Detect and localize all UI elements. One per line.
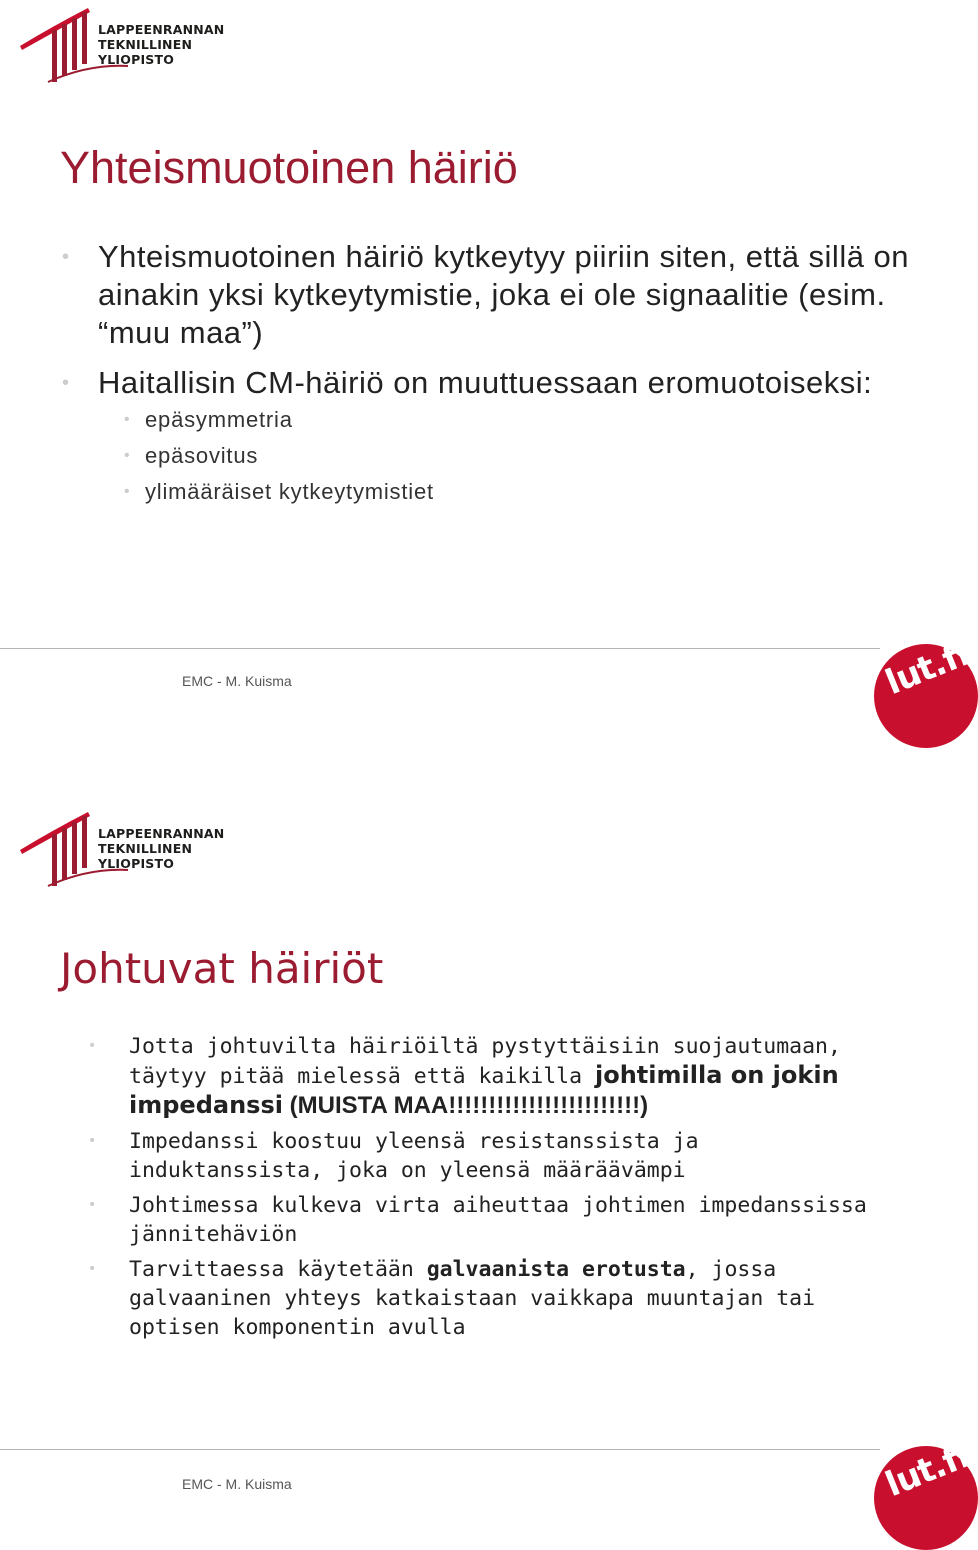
logo-line-2: TEKNILLINEN YLIOPISTO	[98, 37, 193, 67]
footer-text: EMC - M. Kuisma	[182, 1476, 292, 1492]
sub-bullet-item: • ylimääräiset kytkeytymistiet	[62, 474, 942, 510]
logo-line-1: LAPPEENRANNAN	[98, 826, 225, 841]
bullet-text: Haitallisin CM-häiriö on muuttuessaan eromuotoiseksi:	[98, 365, 873, 400]
bullet-text: Jotta johtuvilta häiriöiltä pystyttäisiin suojautumaan, täytyy pitää mielessä että kaikilla	[129, 1034, 841, 1089]
lutfi-badge-text: lut.fi	[880, 1435, 975, 1506]
slide-1	[0, 0, 975, 720]
university-logo	[18, 808, 258, 888]
lutfi-badge	[872, 633, 975, 714]
logo-line-1: LAPPEENRANNAN	[98, 22, 225, 37]
bullet-text: , jossa galvaaninen yhteys katkaistaan vaikkapa muuntajan tai optisen komponentin avulla	[129, 1257, 816, 1340]
footer-text: EMC - M. Kuisma	[182, 673, 292, 689]
bullet-item	[62, 364, 942, 510]
bullet-list	[62, 238, 942, 522]
logo-wordmark	[98, 22, 258, 67]
bullet-item	[86, 1255, 886, 1342]
lutfi-badge-text: lut.fi	[880, 633, 975, 704]
bullet-item: • Impedanssi koostuu yleensä resistanssista ja induktanssista, joka on yleensä määräävämpi	[86, 1127, 886, 1185]
university-logo	[18, 4, 258, 84]
logo-line-2: TEKNILLINEN YLIOPISTO	[98, 841, 193, 871]
footer-divider	[0, 1449, 880, 1450]
footer-divider	[0, 648, 880, 649]
bullet-text: Tarvittaessa käytetään	[129, 1257, 427, 1282]
lutfi-badge	[872, 1435, 975, 1516]
logo-emblem-icon	[18, 4, 98, 84]
bullet-item: • Johtimessa kulkeva virta aiheuttaa johtimen impedanssissa jännitehäviön	[86, 1191, 886, 1249]
sub-bullet-item: • epäsymmetria	[62, 402, 942, 438]
logo-emblem-icon	[18, 808, 98, 888]
sub-bullet-list	[98, 402, 942, 510]
emphasis-text: galvaanista erotusta	[426, 1257, 686, 1282]
slide-title: Yhteismuotoinen häiriö	[60, 142, 518, 193]
bullet-item: • Yhteismuotoinen häiriö kytkeytyy piiriin siten, että sillä on ainakin yksi kytkeytymistie, joka ei ole signaalitie (esim. “muu maa”)	[62, 238, 942, 352]
bullet-list	[86, 1032, 886, 1348]
logo-wordmark	[98, 826, 258, 871]
slide-2	[0, 804, 975, 1524]
muista-maa-text: (MUISTA MAA!!!!!!!!!!!!!!!!!!!!!!!!)	[282, 1092, 649, 1119]
emphasis-text: johtimilla on jokin impedanssi	[129, 1061, 839, 1119]
slide-title: Johtuvat häiriöt	[60, 944, 384, 993]
sub-bullet-item: • epäsovitus	[62, 438, 942, 474]
bullet-item	[86, 1032, 886, 1121]
